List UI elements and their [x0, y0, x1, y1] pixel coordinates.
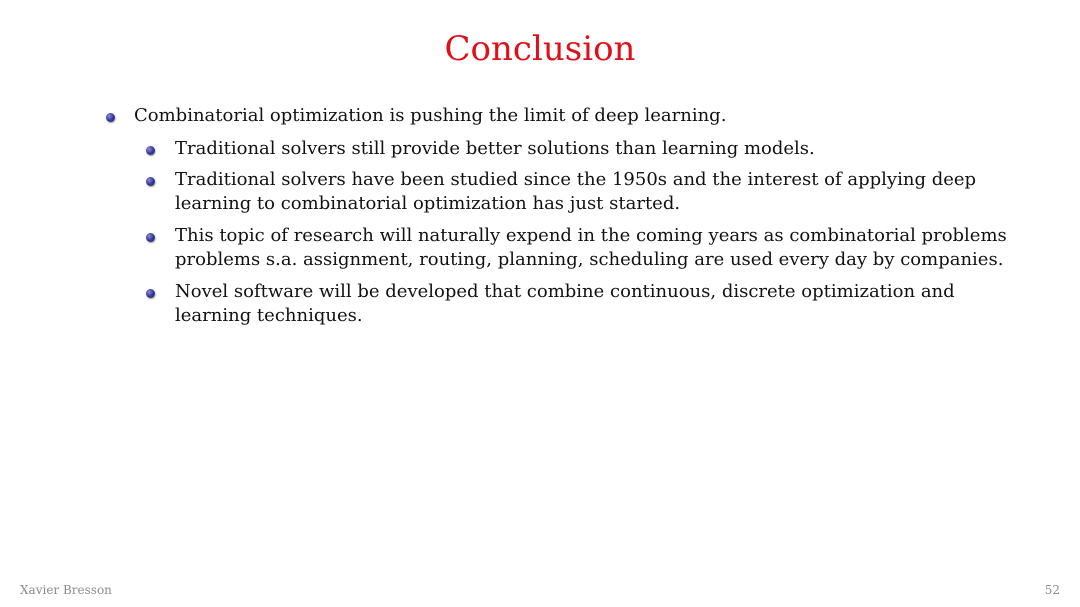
- bullet-text: Traditional solvers still provide better solutions than learning models.: [175, 138, 815, 159]
- bullet-text: Traditional solvers have been studied since the 1950s and the interest of applying deep learning to combinatorial optimization has just started.: [175, 169, 977, 214]
- bullet-icon: [106, 113, 115, 122]
- bullet-icon: [146, 233, 155, 242]
- bullet-icon: [146, 177, 155, 186]
- footer-author: Xavier Bresson: [20, 583, 112, 597]
- bullet-text: Novel software will be developed that combine continuous, discrete optimization and learning techniques.: [175, 281, 955, 326]
- slide-title: Conclusion: [444, 29, 636, 69]
- bullet-text: This topic of research will naturally expend in the coming years as combinatorial problems problems s.a. assignment, routing, planning, scheduling are used every day by companies.: [175, 225, 1007, 270]
- bullet-icon: [146, 289, 155, 298]
- bullet-icon: [146, 146, 155, 155]
- bullet-text: Combinatorial optimization is pushing the limit of deep learning.: [134, 105, 727, 126]
- page-number: 52: [1044, 583, 1060, 597]
